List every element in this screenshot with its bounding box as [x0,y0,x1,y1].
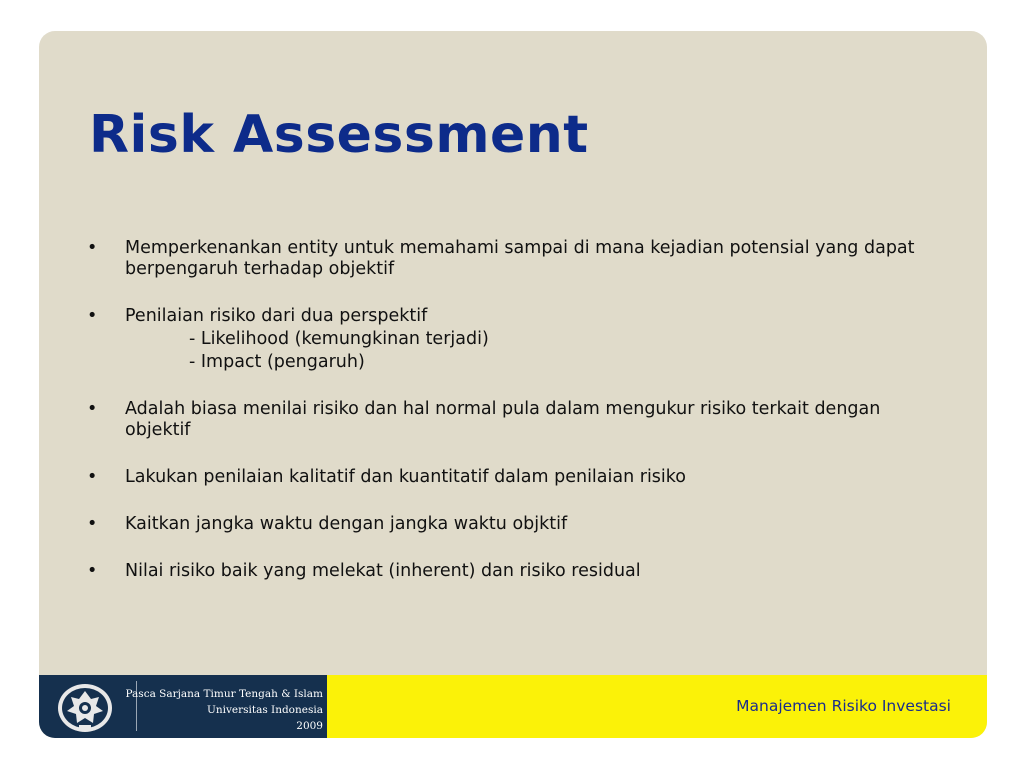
university-seal-icon [55,679,115,735]
bullet-list [87,238,947,608]
bullet-text: Memperkenankan entity untuk memahami sampai di mana kejadian potensial yang dapat berpengaruh terhadap objektif [125,238,915,279]
sub-bullet: - Impact (pengaruh) [189,352,365,372]
institution-line: Universitas Indonesia [206,704,323,716]
bullet-item [87,467,947,488]
institution-year: 2009 [296,720,323,732]
bullet-item [87,399,947,441]
bullet-item [87,238,947,280]
sub-bullet: - Likelihood (kemungkinan terjadi) [189,329,489,349]
bullet-text: Lakukan penilaian kalitatif dan kuantitatif dalam penilaian risiko [125,467,687,487]
bullet-text: Adalah biasa menilai risiko dan hal normal pula dalam mengukur risiko terkait dengan objektif [125,399,881,440]
footer-course-panel [327,675,987,738]
bullet-item [87,306,947,373]
footer-institution-panel [39,675,327,738]
bullet-item [87,514,947,535]
bullet-text: Kaitkan jangka waktu dengan jangka waktu objktif [125,514,568,534]
bullet-text: Penilaian risiko dari dua perspektif [125,306,428,326]
bullet-item [87,561,947,582]
slide-title: Risk Assessment [89,105,589,165]
slide [39,31,987,738]
bullet-text: Nilai risiko baik yang melekat (inherent) dan risiko residual [125,561,641,581]
institution-line: Pasca Sarjana Timur Tengah & Islam [125,688,323,700]
course-title: Manajemen Risiko Investasi [736,697,951,715]
institution-text [125,686,323,734]
